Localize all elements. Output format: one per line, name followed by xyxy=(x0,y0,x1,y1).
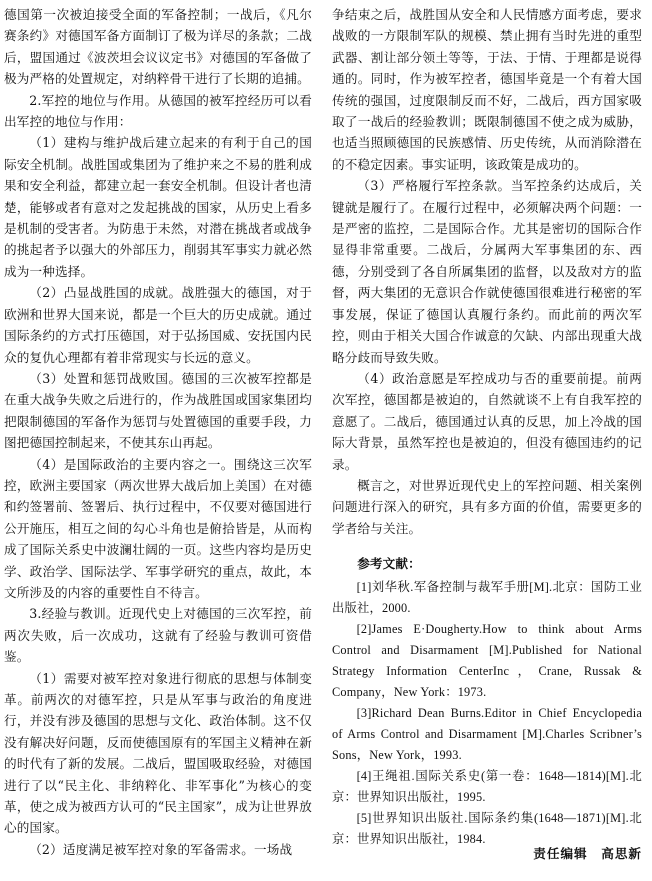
reference-item: [5]世界知识出版社.国际条约集(1648—1871)[M].北京：世界知识出版社，1984. xyxy=(332,810,642,846)
reference-item: [2]James E·Dougherty.How to think about Arms Control and Disarmament [M].Published for National Strategy Information CenterInc，Crane, Russak & Company，New York：1973. xyxy=(332,621,642,699)
body-paragraph: （4）是国际政治的主要内容之一。围绕这三次军控，欧洲主要国家（两次世界大战后加上美国）在对德和约签署前、签署后、执行过程中，不仅要对德国进行公开施压，相互之间的勾心斗角也是俯拾皆是，从而构成了国际关系史中波澜壮阔的一页。这些内容均是历史学、政治学、国际法学、军事学研究的重点，故此，本文所涉及的内容的重要性自不待言。 xyxy=(4,456,312,600)
left-column xyxy=(4,4,312,860)
reference-item: [4]王绳祖.国际关系史(第一卷：1648—1814)[M].北京：世界知识出版社，1995. xyxy=(332,768,642,804)
section-heading-lessons: 3.经验与教训。近现代史上对德国的三次军控，前两次失败，后一次成功，这就有了经验与教训可资借鉴。 xyxy=(4,606,312,665)
body-paragraph: （1）建构与维护战后建立起来的有利于自己的国际安全机制。战胜国或集团为了维护来之不易的胜利成果和安全利益，都建立起一套安全机制。但设计者也清楚，能够或者有意对之发起挑战的国家，从历史上看多是机制的受害者。为防患于未然，对潜在挑战者或战争的挑起者予以强大的外部压力，削弱其军事实力就必然成为一种选择。 xyxy=(4,135,312,279)
body-paragraph: （3）处置和惩罚战败国。德国的三次被军控都是在重大战争失败之后进行的，作为战胜国或国家集团均把限制德国的军备作为惩罚与处置德国的重要手段，力图把德国控制起来，不使其东山再起。 xyxy=(4,370,312,451)
right-column xyxy=(332,4,642,850)
body-paragraph: （1）需要对被军控对象进行彻底的思想与体制变革。前两次的对德军控，只是从军事与政治的角度进行，并没有涉及德国的思想与文化、政治体制。这不仅没有解决好问题，反而使德国原有的军国主义精神在新的时代有了新的发展。二战后，盟国吸取经验，对德国进行了以“民主化、非纳粹化、非军事化”为核心的变革，使之成为被西方认可的“民主国家”，成为让世界放心的国家。 xyxy=(4,670,312,836)
body-paragraph: （3）严格履行军控条款。当军控条约达成后，关键就是履行了。在履行过程中，必须解决两个问题：一是严密的监控，二是国际合作。尤其是密切的国际合作显得非常重要。二战后，分属两大军事集团的东、西德，分别受到了各自所属集团的监督，以及敌对方的监督，两大集团的无意识合作就使德国很难进行秘密的军事发展，保证了德国认真履行条约。而此前的两次军控，则由于相关大国合作诚意的欠缺、内部出现重大战略分歧而导致失败。 xyxy=(332,178,642,365)
body-paragraph: （2）适度满足被军控对象的军备需求。一场战 xyxy=(29,841,293,857)
responsible-editor: 责任编辑 高思新 xyxy=(533,846,642,861)
body-paragraph: 德国第一次被迫接受全面的军备控制；一战后，《凡尔赛条约》对德国军备方面制订了极为详尽的条款；二战后，盟国通过《波茨坦会议议定书》对德国的军备做了极为严格的处置规定，对纳粹骨干进行了长期的追捕。 xyxy=(4,7,312,87)
conclusion-paragraph: 概言之，对世界近现代史上的军控问题、相关案例问题进行深入的研究，具有多方面的价值，需要更多的学者给与关注。 xyxy=(332,477,642,536)
body-paragraph: （2）凸显战胜国的成就。战胜强大的德国，对于欧洲和世界大国来说，都是一个巨大的历史成就。通过国际条约的方式打压德国，对于弘扬国威、安抚国内民众的复仇心理都有着非常现实与长远的意义。 xyxy=(4,285,312,365)
body-paragraph: （4）政治意愿是军控成功与否的重要前提。前两次军控，德国都是被迫的，自然就谈不上有自我军控的意愿了。二战后，德国通过认真的反思，加上冷战的国际大背景，虽然军控也是被迫的，但没有德国违约的记录。 xyxy=(332,370,642,472)
reference-item: [1]刘华秋.军备控制与裁军手册[M].北京：国防工业出版社，2000. xyxy=(332,579,642,615)
reference-item: [3]Richard Dean Burns.Editor in Chief Encyclopedia of Arms Control and Disarmament [M].Charles Scribner’s Sons，New York，1993. xyxy=(332,705,642,762)
section-heading-role: 2.军控的地位与作用。从德国的被军控经历可以看出军控的地位与作用： xyxy=(4,92,312,130)
references-title: 参考文献： xyxy=(357,556,421,572)
body-paragraph: 争结束之后，战胜国从安全和人民情感方面考虑，要求战败的一方限制军队的规模、禁止拥有当时先进的重型武器、割让部分领土等等，于法、于情、于理都是说得通的。同时，作为被军控者，德国毕竟是一个有着大国传统的强国，过度限制反而不好，二战后，西方国家吸取了一战后的经验教训；既限制德国不使之成为威胁，也适当照顾德国的民族感情、历史传统，从而消除潜在的不稳定因素。事实证明，该政策是成功的。 xyxy=(332,7,642,172)
